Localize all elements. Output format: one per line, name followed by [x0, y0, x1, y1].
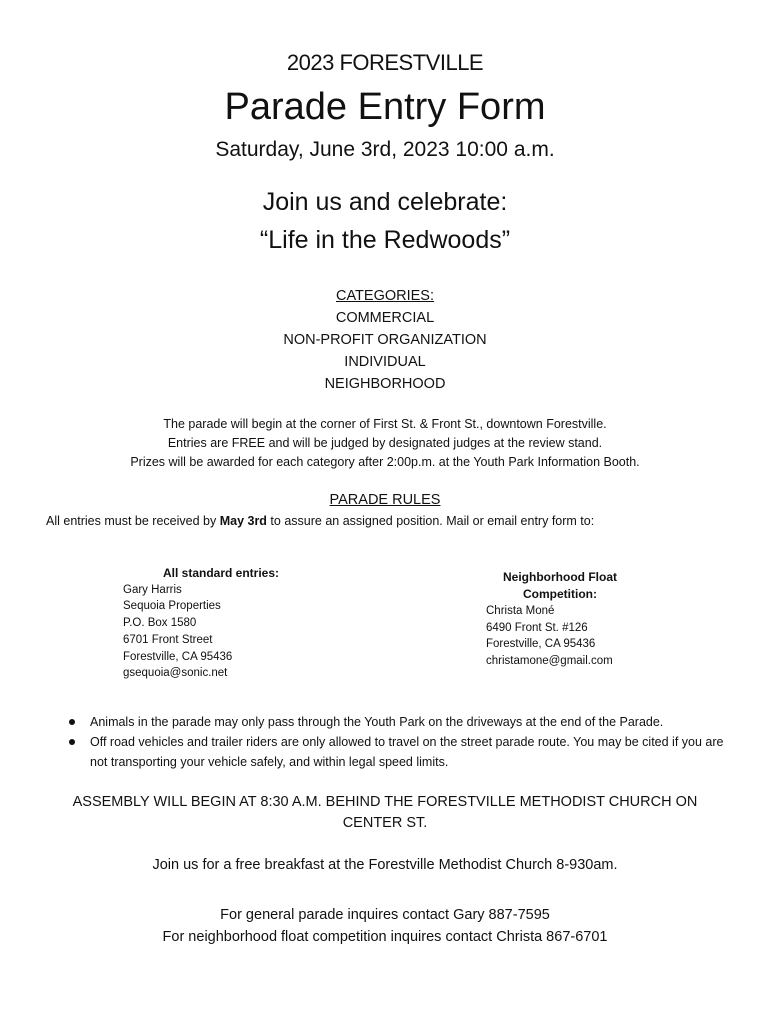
contact-info [0, 904, 770, 948]
standard-entries-address [123, 565, 279, 682]
info-line: The parade will begin at the corner of First St. & Front St., downtown Forestville. [163, 417, 607, 431]
category-item: INDIVIDUAL [344, 354, 426, 370]
bullet-item: Off road vehicles and trailer riders are only allowed to travel on the street parade route. You may be cited if you are not transporting your vehicle safely, and within legal speed limits. [66, 732, 726, 772]
address-line: Sequoia Properties [123, 600, 221, 613]
email-address: christamone@gmail.com [486, 655, 613, 668]
address-line: Forestville, CA 95436 [123, 650, 233, 663]
join-heading: Join us and celebrate: [262, 188, 508, 216]
neighborhood-float-address [486, 569, 634, 670]
info-line: Entries are FREE and will be judged by designated judges at the review stand. [167, 436, 603, 450]
category-item: NON-PROFIT ORGANIZATION [283, 332, 487, 348]
standard-entries-heading: All standard entries: [163, 566, 280, 580]
rules-text [46, 514, 594, 528]
bullet-item: Animals in the parade may only pass through the Youth Park on the driveways at the end of the Parade. [66, 712, 726, 732]
address-line: Gary Harris [123, 583, 182, 596]
neighborhood-float-heading-line1: Neighborhood Float [503, 570, 617, 584]
categories-section [0, 285, 770, 395]
contact-line: For neighborhood float competition inquires contact Christa 867-6701 [162, 929, 608, 945]
rules-text-after: to assure an assigned position. Mail or email entry form to: [266, 514, 595, 528]
category-item: COMMERCIAL [335, 310, 435, 326]
rules-text-before: All entries must be received by [46, 514, 220, 528]
parade-info [0, 415, 770, 472]
neighborhood-float-heading [486, 569, 634, 603]
contact-line: For general parade inquires contact Gary 887-7595 [220, 907, 550, 923]
address-line: P.O. Box 1580 [123, 617, 197, 630]
neighborhood-float-heading-line2: Competition: [523, 587, 597, 601]
assembly-notice [0, 792, 770, 834]
theme-heading: “Life in the Redwoods” [259, 226, 511, 254]
assembly-line: CENTER ST. [342, 815, 428, 831]
assembly-line: ASSEMBLY WILL BEGIN AT 8:30 A.M. BEHIND THE FORESTVILLE METHODIST CHURCH ON [72, 794, 698, 810]
page-title: Parade Entry Form [224, 86, 546, 128]
address-line: Forestville, CA 95436 [486, 638, 596, 651]
rules-deadline: May 3rd [219, 514, 267, 528]
email-address: gsequoia@sonic.net [123, 667, 228, 680]
info-line: Prizes will be awarded for each category after 2:00p.m. at the Youth Park Information Booth. [130, 455, 640, 469]
address-line: Christa Moné [486, 605, 555, 617]
year-title: 2023 FORESTVILLE [286, 50, 484, 75]
address-line: 6490 Front St. #126 [486, 621, 588, 634]
category-item: NEIGHBORHOOD [324, 376, 446, 392]
address-line: 6701 Front Street [123, 633, 213, 646]
categories-heading: CATEGORIES: [335, 288, 435, 304]
rules-bullet-list [66, 712, 726, 772]
rules-heading: PARADE RULES [329, 492, 441, 508]
breakfast-notice: Join us for a free breakfast at the Forestville Methodist Church 8-930am. [152, 857, 618, 873]
event-date: Saturday, June 3rd, 2023 10:00 a.m. [215, 138, 555, 161]
